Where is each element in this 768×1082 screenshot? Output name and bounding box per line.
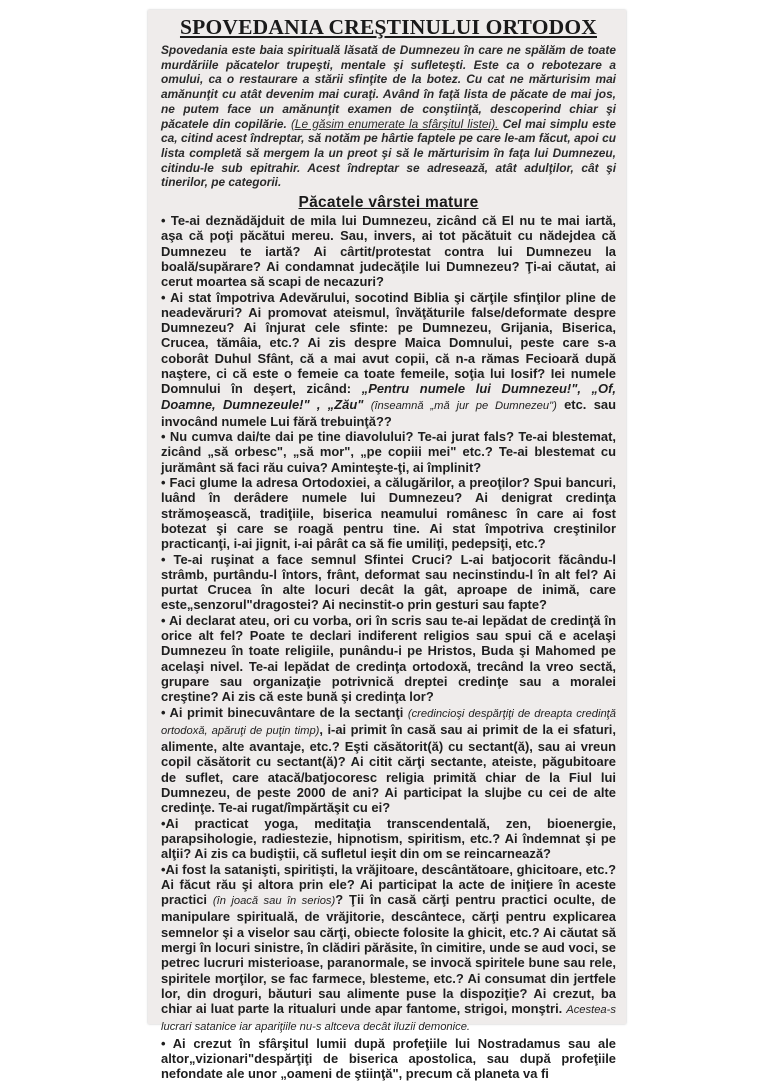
intro-text-2: Cel mai simplu este ca, citind acest îndreptar, să notăm pe hârtie faptele pe care le-am făcut, apoi cu lista completă să mergem la un preot şi să le mărturisim în faţa lui Dumnezeu, citindu-le sub epitrahir. Acest îndreptar se adresează, atât adulţilor, cât şi tinerilor, pe categorii. [161, 116, 616, 190]
section-title: Păcatele vârstei mature [298, 194, 479, 212]
paragraph-occult [161, 862, 616, 1036]
paragraph-occult-end: ? Ţii în casă cărţi pentru practici oculte, de manipulare spirituală, de vrăjitorie, descântece, cărţi pentru explicarea semnelor şi a viselor sau cărţi, obiecte folosite la ghicit, etc.? Ai căutat să mergi în locuri sinistre, în clădiri părăsite, în cimitire, unde se aud voci, se petrec lucruri misterioase, paranormale, se invocă spiritele bune sau rele, spiritele morţilor, se fac farmece, blesteme, etc.? Ai consumat din jertfele lor, din droguri, băuturi sau alimente puse la dispoziţie? Ai crezut, ba chiar ai luat parte la ritualuri unde apar fantome, strigoi, monştri. [161, 892, 616, 1017]
paragraph-despair: • Te-ai deznădăjduit de mila lui Dumnezeu, zicând că El nu te mai iartă, aşa că poţi păcătui mereu. Sau, invers, ai tot păcătuit cu nădejdea că Dumnezeu te iartă? Ai cârtit/protestat contra lui Dumnezeu la boală/supărare? Ai condamnat judecăţile lui Dumnezeu? Ţi-ai căutat, ai cerut moartea să scapi de necazuri? [161, 213, 616, 290]
paragraph-truth-quote: „Pentru numele lui Dumnezeu!", „Of, Doamne, Dumnezeule!" , „Zău" [161, 381, 616, 412]
paragraph-jokes: • Faci glume la adresa Ortodoxiei, a călugărilor, a preoţilor? Spui bancuri, luând în derâdere numele lui Dumnezeu? Ai denigrat credinţa strămoşească, tradiţiile, biserica neamului românesc în care ai fost botezat şi care se roagă pentru tine. Ai stat împotriva creştinilor practicanţi, i-ai jignit, i-ai pârât ca să fie umiliţi, pedepsiţi, etc.? [161, 475, 616, 552]
paragraph-truth [161, 290, 616, 430]
paragraph-sects-end: , i-ai primit în casă sau ai primit de la ei sfaturi, alimente, alte avantaje, etc.? Eşti căsătorit(ă) cu sectant(ă), sau ai vreun copil căsătorit cu sectant(ă)? Ai citit cărţi sectante, ateiste, păgubitoare de suflet, care atacă/batjocoresc religia primită chiar de la Fiul lui Dumnezeu, de peste 2000 de ani? Ai participat la slujbe cu cei de alte credinţe. Te-ai rugat/împărtăşit cu ei? [161, 721, 616, 816]
paragraph-cross: • Te-ai ruşinat a face semnul Sfintei Cruci? L-ai batjocorit făcându-l strâmb, purtându-l întors, frânt, deformat sau necinstindu-l în alt fel? Ai purtat Crucea în alte locuri decât la gât, aproape de inimă, care este„senzorul"dragostei? Ai necinstit-o prin gesturi sau fapte? [161, 551, 616, 613]
section-body [161, 213, 616, 1082]
intro-paragraph [161, 43, 616, 190]
paragraph-occult-text: •Ai fost la satanişti, spiritişti, la vrăjitoare, descântătoare, ghicitoare, etc.? Ai făcut rău şi altora prin ele? Ai participat la acte de iniţiere în aceste practici [161, 861, 616, 908]
document-sheet [148, 10, 626, 1082]
paragraph-truth-note: (înseamnă „mă jur pe Dumnezeu") [370, 399, 557, 412]
paragraph-occult-remark: Acestea-s lucrari satanice iar apariţiile nu-s altceva decât iluzii demonice. [161, 1004, 616, 1034]
intro-reference: (Le găsim enumerate la sfârşitul listei). [290, 116, 499, 131]
paragraph-oaths: • Nu cumva dai/te dai pe tine diavolului? Te-ai jurat fals? Te-ai blestemat, zicând „să orbesc", „să mor", „pe copiii mei" etc.? Te-ai blestemat cu jurământ să faci rău cuiva? Aminteşte-ţi, ai împlinit? [161, 429, 616, 475]
document-title: SPOVEDANIA CREŞTINULUI ORTODOX [179, 15, 597, 39]
paragraph-truth-end: etc. sau invocând numele Lui fără trebuinţă?? [161, 396, 616, 429]
paragraph-prophecies: • Ai crezut în sfârşitul lumii după profeţiile lui Nostradamus sau ale altor„vizionari"despărţiţi de biserica apostolica, sau după profeţiile nefondate ale unor „oameni de ştiinţă", precum că planeta va fi [161, 1035, 616, 1082]
paragraph-atheism: • Ai declarat ateu, ori cu vorba, ori în scris sau te-ai lepădat de credinţă în orice alt fel? Poate te declari indiferent religios sau spui că e acelaşi Dumnezeu în toate religiile, punându-i pe Hristos, Buda şi Mahomed pe acelaşi nivel. Te-ai lepădat de credinţa ortodoxă, trecând la vreo sectă, grupare sau organizaţie potrivnică dreptei credinţe sau a moralei creştine? Ai zis că este bună şi credinţa lor? [161, 612, 616, 705]
document-content [148, 15, 626, 1082]
paragraph-sects-text: • Ai primit binecuvântare de la sectanţi [161, 704, 404, 720]
paragraph-sects-note: (credincioşi despărţiţi de dreapta credinţă ortodoxă, apăruţi de puţin timp) [161, 707, 616, 737]
paragraph-occult-note: (în joacă sau în serios) [212, 895, 336, 908]
paragraph-sects [161, 705, 616, 816]
paragraph-yoga: •Ai practicat yoga, meditaţia transcendentală, zen, bioenergie, parapsihologie, radiestezie, hipnotism, spiritism, etc.? Ai îndemnat şi pe alţii? Ai zis ca budiştii, că sufletul ieşit din om se reincarnează? [161, 815, 616, 862]
paragraph-truth-text: • Ai stat împotriva Adevărului, socotind Biblia şi cărţile sfinţilor pline de neadevăruri? Ai promovat ateismul, învăţăturile false/deformate despre Dumnezeu? Ai înjurat cele sfinte: pe Dumnezeu, Grijania, Biserica, Crucea, tămâia, etc.? Ai zis despre Maica Domnului, peste care s-a coborât Duhul Sfânt, că a mai avut copii, că n-a rămas Fecioară după naştere, ci că este o femeie ca toate femeile, soţia lui Iosif? Iei numele Domnului în deşert, zicând: [161, 289, 616, 397]
intro-text-1: Spovedania este baia spirituală lăsată de Dumnezeu în care ne spălăm de toate murdăriile păcatelor trupeşti, mentale şi sufleteşti. Este ca o rebotezare a omului, ca o restaurare a stării sfinţite de la botez. Cu cat ne mărturisim mai amănunţit cu atât devenim mai curaţi. Având în faţă lista de păcate de mai jos, ne putem face un amănunţit examen de conştiinţă, descoperind chiar şi păcatele din copilărie. [161, 43, 616, 131]
